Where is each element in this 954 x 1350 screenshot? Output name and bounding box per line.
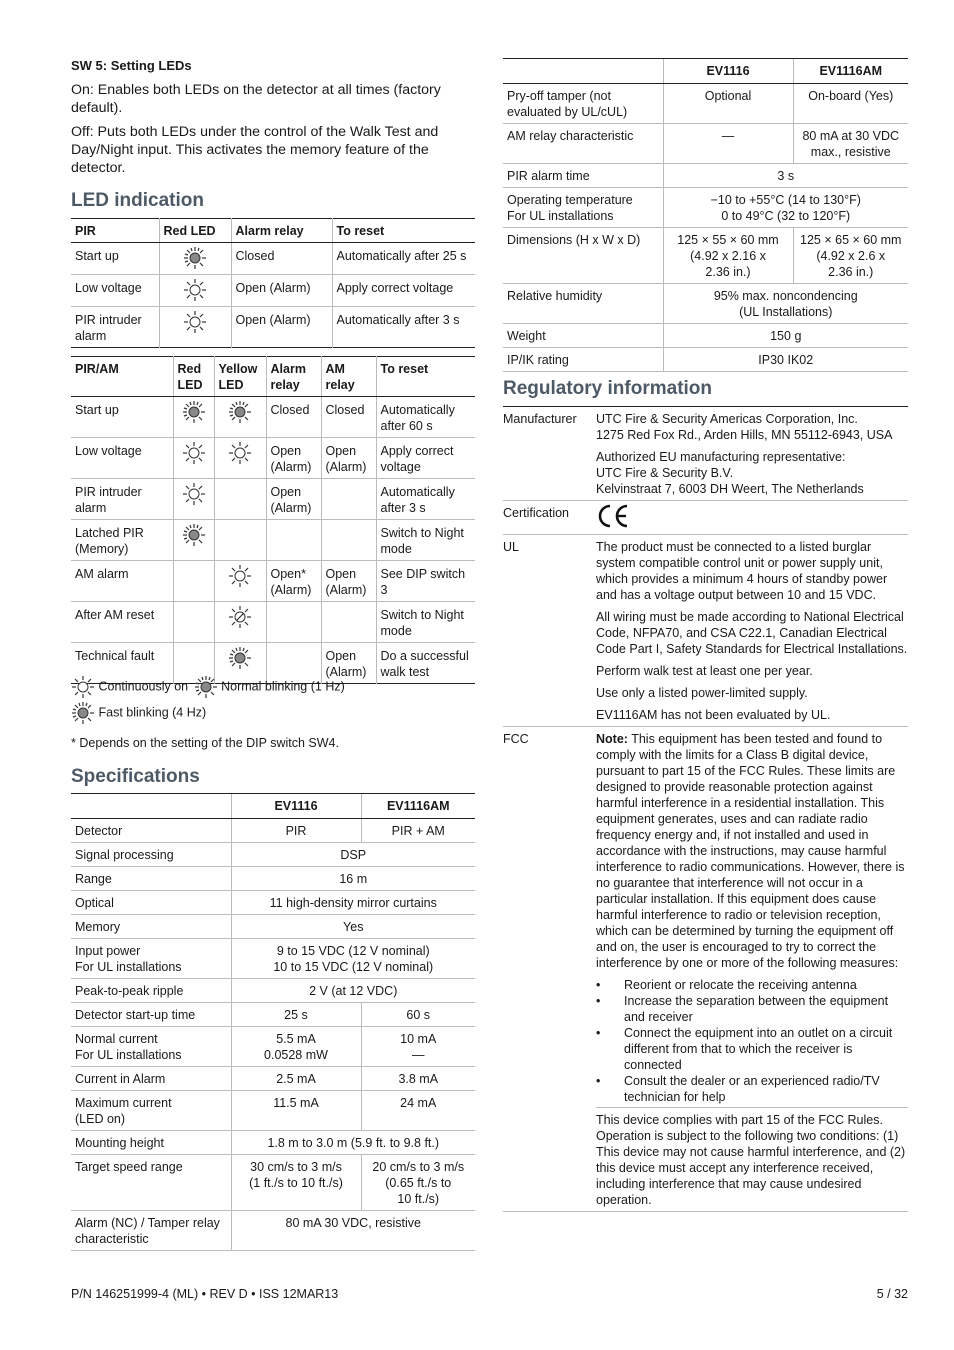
- led-state-cell: [159, 307, 231, 348]
- certification-label: Certification: [503, 501, 596, 535]
- ul-label: UL: [503, 535, 596, 727]
- spec-row: [503, 84, 908, 124]
- table-row: [71, 602, 475, 643]
- alarm-relay-value: Open (Alarm): [266, 438, 321, 479]
- am-relay-value: [321, 602, 376, 643]
- specifications-table-right: [503, 58, 908, 372]
- continuous-icon: [182, 441, 206, 465]
- spec-label: Peak-to-peak ripple: [71, 979, 231, 1003]
- fcc-label: FCC: [503, 727, 596, 1212]
- spec-value: 80 mA 30 VDC, resistive: [231, 1211, 475, 1251]
- spec-label: Relative humidity: [503, 284, 663, 324]
- empty-cell: [214, 520, 266, 561]
- spec-value-ev1116am: 3.8 mA: [361, 1067, 475, 1091]
- normal-blink-icon: [194, 675, 218, 699]
- spec-label: Optical: [71, 891, 231, 915]
- led-state-cell: [173, 479, 214, 520]
- spec-value: 95% max. noncondencing (UL Installations): [663, 284, 908, 324]
- alarm-relay-value: [266, 602, 321, 643]
- spec-row: [71, 1067, 475, 1091]
- pir-led-table: [71, 218, 475, 348]
- column-header: AM relay: [321, 357, 376, 397]
- led-legend: [71, 675, 345, 727]
- alarm-relay-value: Open (Alarm): [231, 307, 332, 348]
- spec-label: Mounting height: [71, 1131, 231, 1155]
- spec-row: [503, 188, 908, 228]
- regulatory-table: [503, 406, 908, 1212]
- table-header-row: [71, 219, 475, 243]
- list-item: • Increase the separation between the equipment and receiver: [596, 993, 908, 1025]
- am-relay-value: [321, 520, 376, 561]
- state-name: PIR intruder alarm: [71, 307, 159, 348]
- spec-row: [71, 915, 475, 939]
- spec-row: [503, 324, 908, 348]
- spec-value: IP30 IK02: [663, 348, 908, 372]
- model-header: EV1116AM: [793, 59, 908, 84]
- empty-cell: [214, 479, 266, 520]
- pir-am-led-table: [71, 356, 475, 684]
- am-relay-value: Open (Alarm): [321, 561, 376, 602]
- alarm-relay-value: [266, 520, 321, 561]
- column-header: Red LED: [173, 357, 214, 397]
- spec-label: Memory: [71, 915, 231, 939]
- ce-mark-icon: [596, 503, 630, 529]
- spec-row: [503, 164, 908, 188]
- model-header: EV1116AM: [361, 794, 475, 819]
- led-state-cell: [214, 602, 266, 643]
- regulatory-heading: Regulatory information: [503, 378, 713, 399]
- fcc-paragraph-2: This device complies with part 15 of the FCC Rules. Operation is subject to the following two conditions: (1) This device may not cause harmful interference, and (2) this device must accept any interference received, including interference that may cause undesired operation.: [596, 1107, 908, 1208]
- column-header: Red LED: [159, 219, 231, 243]
- ul-paragraph-2: All wiring must be made according to National Electrical Code, NFPA70, and CSA C22.1, Canadian Electrical Code Part I, Safety Standards for Electrical Installations.: [596, 610, 908, 656]
- table-row: [71, 397, 475, 438]
- spec-value: 3 s: [663, 164, 908, 188]
- blank-header: [503, 59, 663, 84]
- spec-value-ev1116: 2.5 mA: [231, 1067, 361, 1091]
- spec-value: 1.8 m to 3.0 m (5.9 ft. to 9.8 ft.): [231, 1131, 475, 1155]
- am-relay-value: Open (Alarm): [321, 643, 376, 684]
- column-header: Yellow LED: [214, 357, 266, 397]
- led-state-cell: [173, 397, 214, 438]
- reset-value: Apply correct voltage: [332, 275, 475, 307]
- reset-value: Do a successful walk test: [376, 643, 475, 684]
- spec-row: [71, 891, 475, 915]
- spec-label: Range: [71, 867, 231, 891]
- reset-value: See DIP switch 3: [376, 561, 475, 602]
- continuous-icon: [228, 564, 252, 588]
- sw5-off-text: Off: Puts both LEDs under the control of the Walk Test and Day/Night input. This activates the memory feature of the detector.: [71, 124, 439, 176]
- spec-row: [503, 284, 908, 324]
- am-relay-value: Open (Alarm): [321, 438, 376, 479]
- spec-label: Pry-off tamper (not evaluated by UL/cUL): [503, 84, 663, 124]
- reset-value: Switch to Night mode: [376, 520, 475, 561]
- blank-header: [71, 794, 231, 819]
- table-row: [71, 275, 475, 307]
- alarm-relay-value: Closed: [231, 243, 332, 275]
- ul-paragraph-1: The product must be connected to a listed burglar system compatible control unit or power supply unit, which provides a minimum 4 hours of standby power and has a voltage output between 10 and 15 VDC.: [596, 540, 888, 602]
- table-header-row: [71, 794, 475, 819]
- alarm-relay-value: Open (Alarm): [266, 479, 321, 520]
- reset-value: Automatically after 3 s: [376, 479, 475, 520]
- led-state-cell: [159, 275, 231, 307]
- spec-value-ev1116am: 125 × 65 × 60 mm (4.92 x 2.6 x 2.36 in.): [793, 228, 908, 284]
- spec-value-ev1116am: 20 cm/s to 3 m/s (0.65 ft./s to 10 ft./s): [361, 1155, 475, 1211]
- continuous-icon: [183, 310, 207, 334]
- table-row: [71, 243, 475, 275]
- led-state-cell: [159, 243, 231, 275]
- led-state-cell: [173, 438, 214, 479]
- state-name: PIR intruder alarm: [71, 479, 173, 520]
- model-header: EV1116: [663, 59, 793, 84]
- table-row: [71, 438, 475, 479]
- column-header: To reset: [332, 219, 475, 243]
- ul-paragraph-3: Perform walk test at least one per year.: [596, 664, 813, 678]
- fcc-note: [596, 731, 908, 971]
- state-name: Low voltage: [71, 275, 159, 307]
- column-header: Alarm relay: [231, 219, 332, 243]
- spec-row: [71, 1003, 475, 1027]
- spec-value-ev1116am: 80 mA at 30 VDC max., resistive: [793, 124, 908, 164]
- manufacturer-row: [503, 407, 908, 501]
- certification-row: [503, 501, 908, 535]
- spec-value-ev1116: PIR: [231, 819, 361, 843]
- led-indication-heading: LED indication: [71, 190, 204, 211]
- spec-value-ev1116: 125 × 55 × 60 mm (4.92 x 2.16 x 2.36 in.): [663, 228, 793, 284]
- spec-row: [503, 228, 908, 284]
- ul-row: [503, 535, 908, 727]
- specifications-heading: Specifications: [71, 766, 200, 787]
- manufacturer-address: UTC Fire & Security Americas Corporation, Inc. 1275 Red Fox Rd., Arden Hills, MN 55112-6943, USA: [596, 412, 893, 442]
- continuous-icon: [228, 441, 252, 465]
- led-state-cell: [214, 438, 266, 479]
- spec-value-ev1116am: PIR + AM: [361, 819, 475, 843]
- spec-row: [71, 1131, 475, 1155]
- fast-blink-icon: [71, 701, 95, 725]
- spec-row: [71, 843, 475, 867]
- spec-label: Normal current For UL installations: [71, 1027, 231, 1067]
- column-header: PIR: [71, 219, 159, 243]
- table-header-row: [503, 59, 908, 84]
- footer-part-number: P/N 146251999-4 (ML) • REV D • ISS 12MAR13: [71, 1287, 339, 1301]
- spec-label: AM relay characteristic: [503, 124, 663, 164]
- spec-value-ev1116am: 10 mA —: [361, 1027, 475, 1067]
- spec-row: [71, 867, 475, 891]
- state-name: Low voltage: [71, 438, 173, 479]
- am-relay-value: [321, 479, 376, 520]
- spec-label: Detector start-up time: [71, 1003, 231, 1027]
- spec-label: Detector: [71, 819, 231, 843]
- legend-fast: Fast blinking (4 Hz): [98, 705, 207, 720]
- spec-value-ev1116am: 24 mA: [361, 1091, 475, 1131]
- fcc-measures-list: [596, 977, 908, 1105]
- sw5-on-text: On: Enables both LEDs on the detector at all times (factory default).: [71, 82, 441, 116]
- spec-value-ev1116: 5.5 mA 0.0528 mW: [231, 1027, 361, 1067]
- state-name: AM alarm: [71, 561, 173, 602]
- fcc-note-label: Note:: [596, 732, 628, 746]
- spec-label: Signal processing: [71, 843, 231, 867]
- reset-value: Switch to Night mode: [376, 602, 475, 643]
- am-relay-value: Closed: [321, 397, 376, 438]
- continuous-icon: [182, 482, 206, 506]
- spec-label: Weight: [503, 324, 663, 348]
- column-header: PIR/AM: [71, 357, 173, 397]
- spec-label: Operating temperature For UL installations: [503, 188, 663, 228]
- spec-value-ev1116am: 60 s: [361, 1003, 475, 1027]
- spec-value: 2 V (at 12 VDC): [231, 979, 475, 1003]
- spec-value-ev1116: Optional: [663, 84, 793, 124]
- spec-row: [71, 1027, 475, 1067]
- spec-value: 9 to 15 VDC (12 V nominal) 10 to 15 VDC (12 V nominal): [231, 939, 475, 979]
- reset-value: Automatically after 25 s: [332, 243, 475, 275]
- table-row: [71, 561, 475, 602]
- spec-value-ev1116: 11.5 mA: [231, 1091, 361, 1131]
- alarm-relay-value: Open* (Alarm): [266, 561, 321, 602]
- fast-blink-icon: [183, 246, 207, 270]
- spec-label: Maximum current (LED on): [71, 1091, 231, 1131]
- fast-blink-icon: [228, 400, 252, 424]
- spec-label: Target speed range: [71, 1155, 231, 1211]
- fast-blink-icon: [182, 523, 206, 547]
- spec-row: [71, 819, 475, 843]
- fcc-row: [503, 727, 908, 1212]
- list-item: • Reorient or relocate the receiving antenna: [596, 977, 908, 993]
- spec-value-ev1116: 30 cm/s to 3 m/s (1 ft./s to 10 ft./s): [231, 1155, 361, 1211]
- spec-row: [71, 939, 475, 979]
- spec-label: Input power For UL installations: [71, 939, 231, 979]
- led-state-cell: [173, 520, 214, 561]
- continuous-icon: [183, 278, 207, 302]
- ul-paragraph-5: EV1116AM has not been evaluated by UL.: [596, 708, 831, 722]
- column-header: Alarm relay: [266, 357, 321, 397]
- spec-row: [503, 348, 908, 372]
- spec-value: DSP: [231, 843, 475, 867]
- eu-representative: Authorized EU manufacturing representative: UTC Fire & Security B.V. Kelvinstraat 7, 6003 DH Weert, The Netherlands: [596, 450, 864, 496]
- empty-cell: [173, 561, 214, 602]
- spec-value-ev1116: 25 s: [231, 1003, 361, 1027]
- spec-label: IP/IK rating: [503, 348, 663, 372]
- table-row: [71, 307, 475, 348]
- continuous-on-icon: [71, 675, 95, 699]
- spec-label: Dimensions (H x W x D): [503, 228, 663, 284]
- spec-value: 16 m: [231, 867, 475, 891]
- spec-value: 150 g: [663, 324, 908, 348]
- spec-label: Alarm (NC) / Tamper relay characteristic: [71, 1211, 231, 1251]
- spec-row: [71, 1155, 475, 1211]
- manufacturer-label: Manufacturer: [503, 407, 596, 501]
- list-item: • Connect the equipment into an outlet on a circuit different from that to which the receiver is connected: [596, 1025, 908, 1073]
- fcc-note-text: This equipment has been tested and found to comply with the limits for a Class B digital device, pursuant to part 15 of the FCC Rules. These limits are designed to provide reasonable protection against harmful interference in a residential installation. This equipment generates, uses and can radiate radio frequency energy and, if not installed and used in accordance with the instructions, may cause harmful interference to radio communications. However, there is no guarantee that interference will not occur in a particular installation. If this equipment does cause harmful interference to radio or television reception, which can be determined by turning the equipment off and on, the user is encouraged to try to correct the interference by one or more of the following measures:: [596, 732, 905, 970]
- spec-value: 11 high-density mirror curtains: [231, 891, 475, 915]
- reset-value: Automatically after 3 s: [332, 307, 475, 348]
- model-header: EV1116: [231, 794, 361, 819]
- state-name: Latched PIR (Memory): [71, 520, 173, 561]
- table-header-row: [71, 357, 475, 397]
- specifications-table-left: [71, 793, 475, 1251]
- spec-label: Current in Alarm: [71, 1067, 231, 1091]
- state-name: After AM reset: [71, 602, 173, 643]
- column-header: To reset: [376, 357, 475, 397]
- reset-value: Automatically after 60 s: [376, 397, 475, 438]
- footer-page-number: 5 / 32: [876, 1287, 908, 1301]
- list-item: • Consult the dealer or an experienced radio/TV technician for help: [596, 1073, 908, 1105]
- alarm-relay-value: Open (Alarm): [231, 275, 332, 307]
- spec-value: Yes: [231, 915, 475, 939]
- led-state-cell: [214, 397, 266, 438]
- spec-value-ev1116am: On-board (Yes): [793, 84, 908, 124]
- spec-row: [71, 1211, 475, 1251]
- spec-row: [503, 124, 908, 164]
- fast-blink-icon: [182, 400, 206, 424]
- alarm-relay-value: Closed: [266, 397, 321, 438]
- reset-value: Apply correct voltage: [376, 438, 475, 479]
- normal-blink-icon: [228, 605, 252, 629]
- footnote: * Depends on the setting of the DIP switch SW4.: [71, 736, 339, 750]
- state-name: Start up: [75, 249, 119, 263]
- table-row: [71, 479, 475, 520]
- spec-value: −10 to +55°C (14 to 130°F) 0 to 49°C (32 to 120°F): [663, 188, 908, 228]
- state-name: Start up: [75, 403, 119, 417]
- spec-row: [71, 1091, 475, 1131]
- spec-value-ev1116: —: [663, 124, 793, 164]
- empty-cell: [173, 602, 214, 643]
- ul-paragraph-4: Use only a listed power-limited supply.: [596, 686, 808, 700]
- led-state-cell: [214, 561, 266, 602]
- spec-label: PIR alarm time: [503, 164, 663, 188]
- legend-continuous: Continuously on: [98, 679, 189, 694]
- state-name: Technical fault: [71, 643, 173, 684]
- spec-row: [71, 979, 475, 1003]
- fast-blink-icon: [228, 646, 252, 670]
- sw5-title: SW 5: Setting LEDs: [71, 58, 192, 73]
- table-row: [71, 520, 475, 561]
- legend-normal: Normal blinking (1 Hz): [221, 679, 345, 694]
